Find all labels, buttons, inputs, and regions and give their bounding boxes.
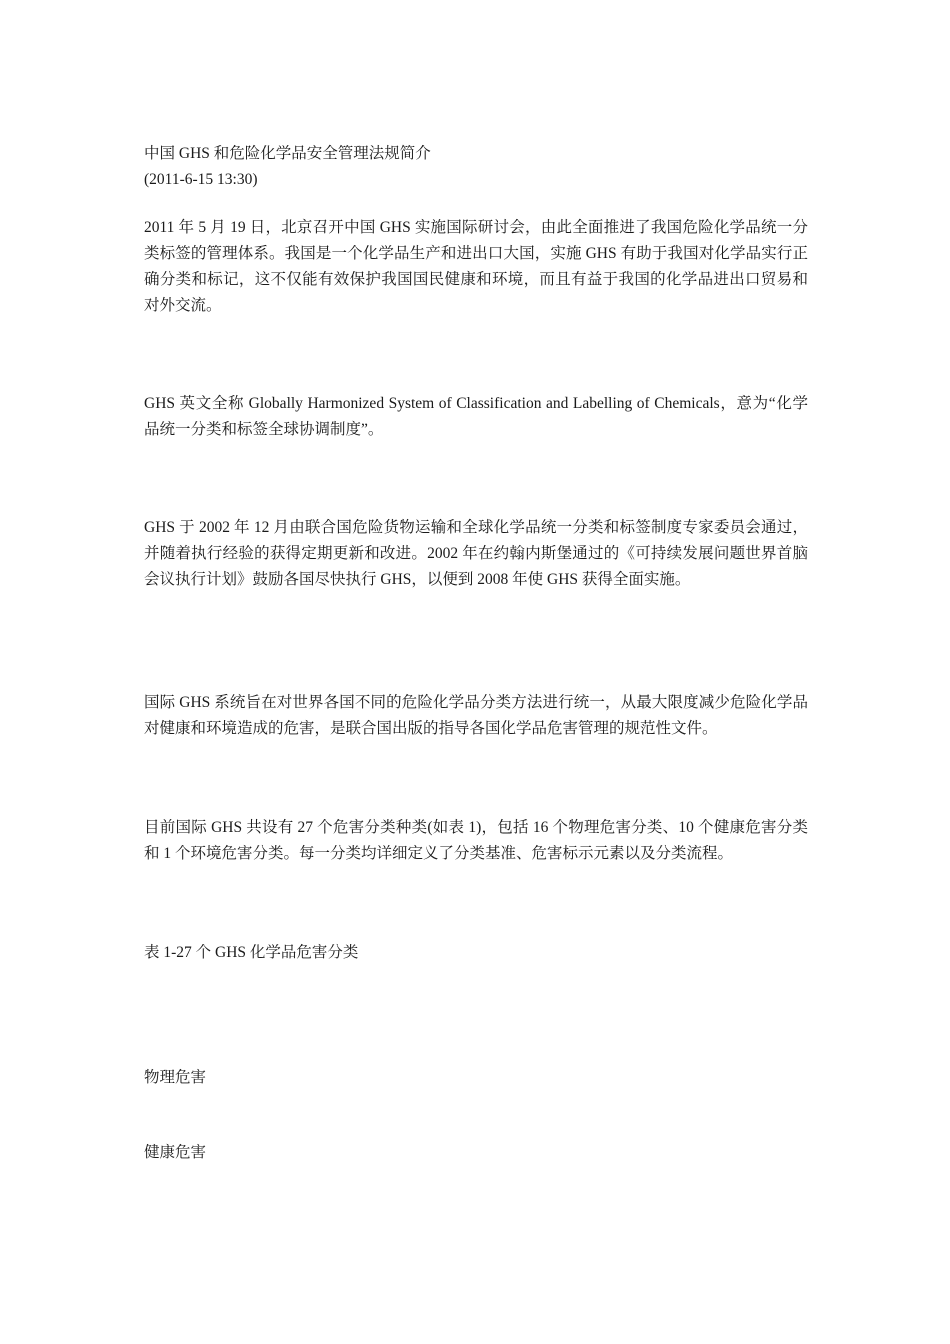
paragraph-ghs-history: GHS 于 2002 年 12 月由联合国危险货物运输和全球化学品统一分类和标签制度专家委员会通过，并随着执行经验的获得定期更新和改进。2002 年在约翰内斯堡通过的《可持续发展问题世界首脑会议执行计划》鼓励各国尽快执行 GHS，以便到 2008 年使 GHS 获得全面实施。 <box>144 519 808 588</box>
article-title: 中国 GHS 和危险化学品安全管理法规简介 <box>144 145 431 162</box>
article-date: (2011-6-15 13:30) <box>144 171 258 188</box>
paragraph-ghs-definition: GHS 英文全称 Globally Harmonized System of Classification and Labelling of Chemicals，意为“化学品统一分类和标签全球协调制度”。 <box>144 395 808 438</box>
paragraph-intro: 2011 年 5 月 19 日，北京召开中国 GHS 实施国际研讨会，由此全面推进了我国危险化学品统一分类标签的管理体系。我国是一个化学品生产和进出口大国，实施 GHS 有助于我国对化学品实行正确分类和标记，这不仅能有效保护我国国民健康和环境，而且有益于我国的化学品进出口贸易和对外交流。 <box>144 219 808 314</box>
table-caption: 表 1-27 个 GHS 化学品危害分类 <box>144 944 359 961</box>
paragraph-ghs-categories: 目前国际 GHS 共设有 27 个危害分类种类(如表 1)，包括 16 个物理危害分类、10 个健康危害分类和 1 个环境危害分类。每一分类均详细定义了分类基准、危害标示元素以及分类流程。 <box>144 819 808 862</box>
table-row-physical-hazard: 物理危害 <box>144 1069 207 1086</box>
table-row-health-hazard: 健康危害 <box>144 1144 207 1161</box>
paragraph-ghs-purpose: 国际 GHS 系统旨在对世界各国不同的危险化学品分类方法进行统一，从最大限度减少危险化学品对健康和环境造成的危害，是联合国出版的指导各国化学品危害管理的规范性文件。 <box>144 694 808 737</box>
